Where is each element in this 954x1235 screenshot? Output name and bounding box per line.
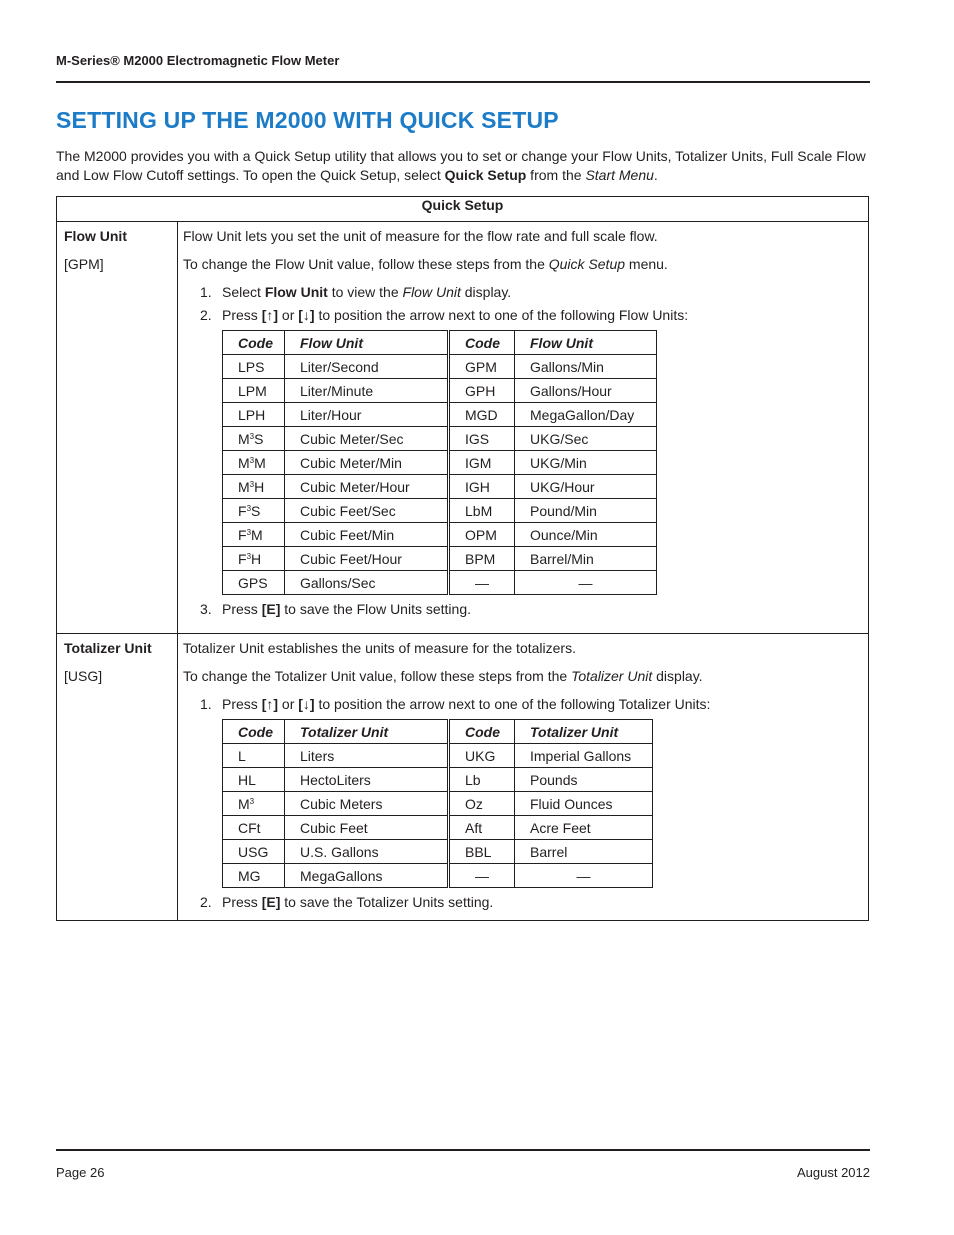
text: to position the arrow next to one of the following Flow Units: — [314, 307, 689, 323]
unit-code-superscript: 3 — [246, 527, 252, 537]
text: Press — [222, 307, 262, 323]
unit-name: Pounds — [515, 768, 653, 792]
step-number: 3. — [200, 601, 212, 617]
column-header: Code — [449, 720, 515, 744]
column-header: Flow Unit — [515, 331, 657, 355]
intro-paragraph — [56, 147, 870, 185]
table-row — [223, 403, 657, 427]
table-row — [223, 355, 657, 379]
flow-unit-display-ref: Flow Unit — [402, 284, 461, 300]
unit-code: F — [238, 526, 247, 543]
unit-name: Cubic Meters — [285, 792, 449, 816]
column-header: Totalizer Unit — [285, 720, 449, 744]
unit-code-superscript: 3 — [246, 503, 252, 513]
flow-unit-label-cell — [57, 222, 178, 634]
unit-name: Pound/Min — [515, 499, 657, 523]
unit-code-cell — [223, 499, 285, 523]
unit-code-cell — [223, 475, 285, 499]
unit-code: L — [238, 747, 246, 764]
text: Select — [222, 284, 265, 300]
unit-name: Imperial Gallons — [515, 744, 653, 768]
flow-unit-step-1 — [200, 284, 868, 301]
totalizer-unit-description: Totalizer Unit establishes the units of measure for the totalizers. — [183, 640, 576, 656]
unit-name: Ounce/Min — [515, 523, 657, 547]
table-row — [223, 547, 657, 571]
unit-code-suffix: M — [254, 454, 266, 471]
unit-code-suffix: H — [254, 478, 265, 495]
unit-code: CFt — [238, 819, 261, 836]
unit-code-suffix: H — [251, 550, 262, 567]
table-row — [223, 475, 657, 499]
column-header: Code — [223, 331, 285, 355]
table-row — [223, 451, 657, 475]
intro-text: . — [653, 167, 658, 183]
table-row — [223, 571, 657, 595]
flow-unit-step-3 — [200, 601, 868, 618]
flow-unit-step-2 — [200, 307, 868, 324]
quick-setup-header: Quick Setup — [57, 197, 869, 222]
enter-key: [E] — [261, 894, 281, 910]
unit-code-superscript: 3 — [249, 796, 255, 806]
unit-code-superscript: 3 — [246, 551, 252, 561]
table-row — [223, 864, 653, 888]
up-key: [↑] — [261, 696, 279, 712]
totalizer-unit-label: Totalizer Unit — [64, 640, 152, 656]
unit-code: OPM — [449, 523, 515, 547]
unit-code-cell — [223, 744, 285, 768]
unit-code-suffix: S — [251, 502, 261, 519]
unit-name: Liter/Minute — [285, 379, 449, 403]
text: menu. — [625, 256, 668, 272]
text: to save the Flow Units setting. — [280, 601, 471, 617]
flow-unit-content — [178, 222, 869, 634]
unit-code: IGM — [449, 451, 515, 475]
unit-name: Liter/Second — [285, 355, 449, 379]
text: Press — [222, 696, 262, 712]
unit-code-cell — [223, 451, 285, 475]
table-row — [223, 499, 657, 523]
unit-code: — — [449, 864, 515, 888]
unit-name: Gallons/Min — [515, 355, 657, 379]
flow-unit-label: Flow Unit — [64, 228, 127, 244]
text: or — [278, 307, 299, 323]
unit-code-suffix: M — [251, 526, 263, 543]
unit-code-cell — [223, 547, 285, 571]
table-row — [223, 816, 653, 840]
unit-code: Lb — [449, 768, 515, 792]
unit-code: BBL — [449, 840, 515, 864]
unit-name: Cubic Meter/Hour — [285, 475, 449, 499]
flow-unit-ref: Flow Unit — [264, 284, 328, 300]
column-header: Flow Unit — [285, 331, 449, 355]
unit-code: MG — [238, 867, 261, 884]
table-row — [223, 379, 657, 403]
unit-name: — — [515, 571, 657, 595]
unit-name: Liter/Hour — [285, 403, 449, 427]
unit-code-cell — [223, 768, 285, 792]
text: display. — [460, 284, 512, 300]
quick-setup-table — [56, 196, 869, 921]
down-key: [↓] — [298, 307, 315, 323]
unit-name: Cubic Feet — [285, 816, 449, 840]
text: Press — [222, 601, 262, 617]
text: To change the Flow Unit value, follow these steps from the — [183, 256, 549, 272]
unit-name: Barrel — [515, 840, 653, 864]
unit-code-cell — [223, 792, 285, 816]
column-header: Code — [449, 331, 515, 355]
step-number: 1. — [200, 696, 212, 712]
header-rule — [56, 81, 870, 83]
table-row — [223, 840, 653, 864]
text: To change the Totalizer Unit value, follow these steps from the — [183, 668, 572, 684]
unit-code: IGH — [449, 475, 515, 499]
unit-code-cell — [223, 355, 285, 379]
intro-text: from the — [526, 167, 586, 183]
unit-name: Gallons/Sec — [285, 571, 449, 595]
table-row — [223, 427, 657, 451]
unit-code-cell — [223, 864, 285, 888]
totalizer-unit-display-ref: Totalizer Unit — [571, 668, 653, 684]
unit-code-superscript: 3 — [249, 455, 255, 465]
unit-code: LPM — [238, 382, 267, 399]
unit-name: Cubic Meter/Sec — [285, 427, 449, 451]
unit-code: GPM — [449, 355, 515, 379]
text: Press — [222, 894, 262, 910]
unit-code-superscript: 3 — [249, 479, 255, 489]
unit-name: Cubic Feet/Hour — [285, 547, 449, 571]
unit-code-cell — [223, 379, 285, 403]
quick-setup-ref: Quick Setup — [548, 256, 626, 272]
unit-code: GPS — [238, 574, 268, 591]
flow-units-table — [222, 330, 657, 595]
unit-name: U.S. Gallons — [285, 840, 449, 864]
unit-code: F — [238, 502, 247, 519]
flow-unit-default: [GPM] — [64, 256, 104, 272]
step-number: 2. — [200, 307, 212, 323]
unit-code-suffix: S — [254, 430, 264, 447]
totalizer-units-table — [222, 719, 653, 888]
quick-setup-table-wrapper — [56, 196, 869, 920]
unit-name: UKG/Sec — [515, 427, 657, 451]
text: or — [278, 696, 299, 712]
unit-code-cell — [223, 523, 285, 547]
unit-code: MGD — [449, 403, 515, 427]
page-title: SETTING UP THE M2000 WITH QUICK SETUP — [56, 107, 559, 133]
unit-name: HectoLiters — [285, 768, 449, 792]
page-number: Page 26 — [56, 1165, 105, 1180]
table-row — [223, 768, 653, 792]
unit-code-cell — [223, 427, 285, 451]
unit-name: Fluid Ounces — [515, 792, 653, 816]
text: display. — [652, 668, 703, 684]
totalizer-unit-content — [178, 634, 869, 921]
unit-code: M — [238, 454, 250, 471]
footer-rule — [56, 1149, 870, 1151]
unit-name: Liters — [285, 744, 449, 768]
footer-date: August 2012 — [796, 1165, 870, 1180]
unit-code: IGS — [449, 427, 515, 451]
unit-code: UKG — [449, 744, 515, 768]
flow-unit-change-instructions — [183, 256, 868, 273]
unit-name: Acre Feet — [515, 816, 653, 840]
totalizer-unit-step-2 — [200, 894, 868, 911]
unit-code: Oz — [449, 792, 515, 816]
unit-code: Aft — [449, 816, 515, 840]
unit-code-cell — [223, 816, 285, 840]
unit-code: LbM — [449, 499, 515, 523]
flow-unit-description: Flow Unit lets you set the unit of measure for the flow rate and full scale flow. — [183, 228, 658, 244]
unit-name: MegaGallon/Day — [515, 403, 657, 427]
text: to position the arrow next to one of the following Totalizer Units: — [314, 696, 711, 712]
unit-name: UKG/Min — [515, 451, 657, 475]
unit-code-cell — [223, 571, 285, 595]
unit-code: LPS — [238, 358, 265, 375]
unit-code: F — [238, 550, 247, 567]
unit-code: M — [238, 795, 250, 812]
unit-code-superscript: 3 — [249, 431, 255, 441]
intro-quick-setup: Quick Setup — [444, 167, 527, 183]
column-header: Totalizer Unit — [515, 720, 653, 744]
step-number: 1. — [200, 284, 212, 300]
up-key: [↑] — [261, 307, 279, 323]
table-row — [223, 523, 657, 547]
unit-name: UKG/Hour — [515, 475, 657, 499]
unit-name: Gallons/Hour — [515, 379, 657, 403]
step-number: 2. — [200, 894, 212, 910]
document-header: M-Series® M2000 Electromagnetic Flow Meter — [56, 53, 340, 68]
unit-code: M — [238, 478, 250, 495]
text: to view the — [327, 284, 403, 300]
enter-key: [E] — [261, 601, 281, 617]
unit-code: — — [449, 571, 515, 595]
unit-name: — — [515, 864, 653, 888]
unit-code: BPM — [449, 547, 515, 571]
unit-name: Cubic Feet/Min — [285, 523, 449, 547]
totalizer-unit-label-cell — [57, 634, 178, 921]
unit-name: Cubic Feet/Sec — [285, 499, 449, 523]
intro-text: The M2000 provides you with a Quick Setup utility that allows you to set or change your Flow Units, Totalizer Units, Full Scale Flow and Low Flow Cutoff settings. To open the Quick Setup, select — [56, 148, 866, 183]
intro-start-menu: Start Menu — [585, 167, 654, 183]
unit-code: USG — [238, 843, 269, 860]
unit-code: HL — [238, 771, 256, 788]
unit-name: Barrel/Min — [515, 547, 657, 571]
down-key: [↓] — [298, 696, 315, 712]
table-row — [223, 792, 653, 816]
unit-code: GPH — [449, 379, 515, 403]
table-row — [223, 744, 653, 768]
unit-code-cell — [223, 840, 285, 864]
unit-name: Cubic Meter/Min — [285, 451, 449, 475]
unit-code: LPH — [238, 406, 266, 423]
unit-name: MegaGallons — [285, 864, 449, 888]
totalizer-unit-step-1 — [200, 696, 868, 713]
column-header: Code — [223, 720, 285, 744]
text: to save the Totalizer Units setting. — [280, 894, 494, 910]
unit-code-cell — [223, 403, 285, 427]
totalizer-unit-change-instructions — [183, 668, 868, 685]
unit-code: M — [238, 430, 250, 447]
totalizer-unit-default: [USG] — [64, 668, 103, 684]
